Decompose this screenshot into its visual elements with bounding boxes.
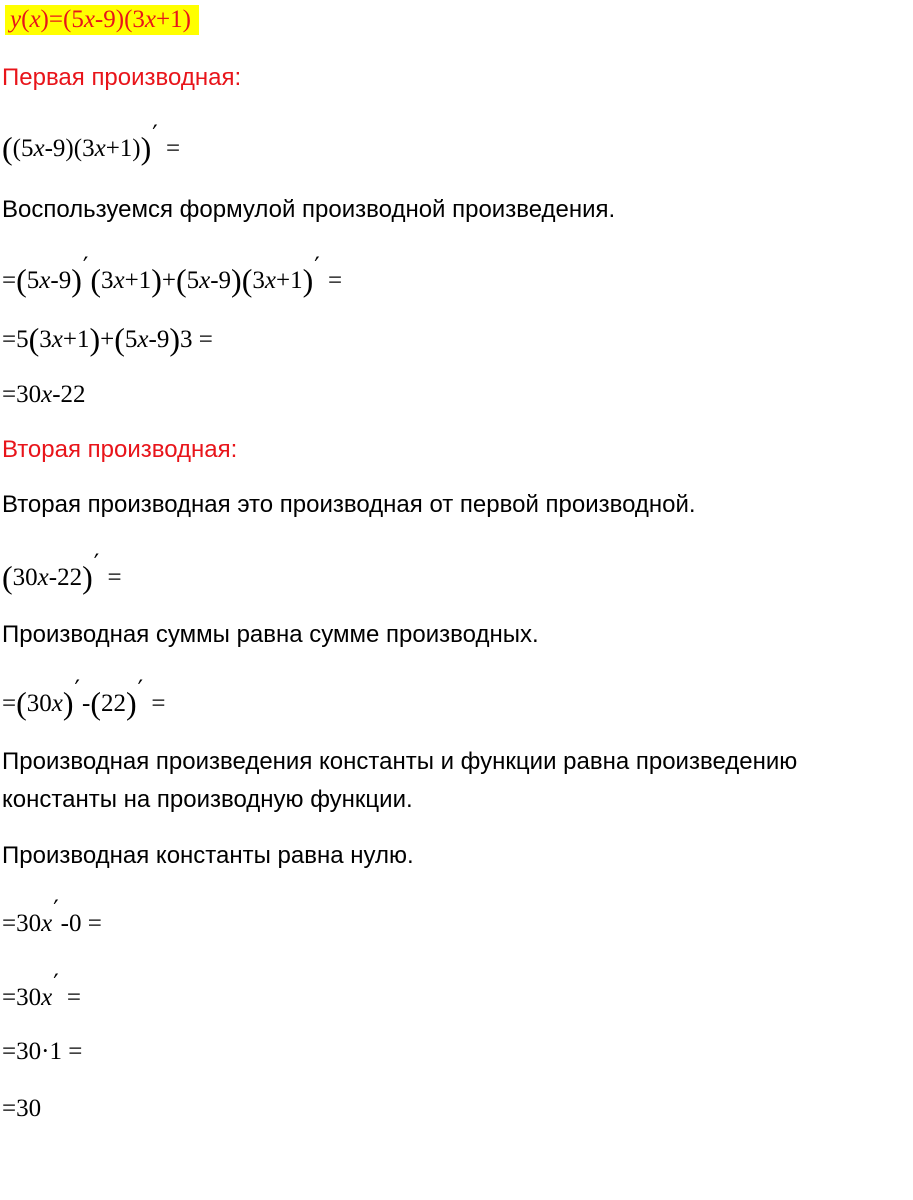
heading-second-derivative: Вторая производная: — [2, 436, 238, 463]
heading-first-derivative: Первая производная: — [2, 64, 242, 91]
function-definition: y(x)=(5x-9)(3x+1) — [5, 5, 199, 35]
step-2: =(5x-9)′(3x+1)+(5x-9)(3x+1)′ = — [2, 252, 343, 298]
text-second-definition: Вторая производная это производная от первой производной. — [2, 491, 696, 518]
text-const-func-rule: Производная произведения константы и функции равна произведению константы на производную функции. — [2, 748, 798, 813]
step-8: =30x′ = — [2, 969, 82, 1011]
step-1: ((5x-9)(3x+1))′ = — [2, 120, 181, 166]
text-sum-rule: Производная суммы равна сумме производных. — [2, 621, 539, 648]
step-6: =(30x)′-(22)′ = — [2, 675, 166, 721]
step-10-final: =30 — [2, 1095, 42, 1122]
step-9: =30·1 = — [2, 1038, 83, 1065]
text-const-zero: Производная константы равна нулю. — [2, 842, 414, 869]
step-7: =30x′-0 = — [2, 895, 102, 937]
step-3: =5(3x+1)+(5x-9)3 = — [2, 321, 213, 357]
step-4-result: =30x-22 — [2, 381, 86, 408]
step-5: (30x-22)′ = — [2, 549, 122, 595]
text-product-rule: Воспользуемся формулой производной произведения. — [2, 196, 616, 223]
